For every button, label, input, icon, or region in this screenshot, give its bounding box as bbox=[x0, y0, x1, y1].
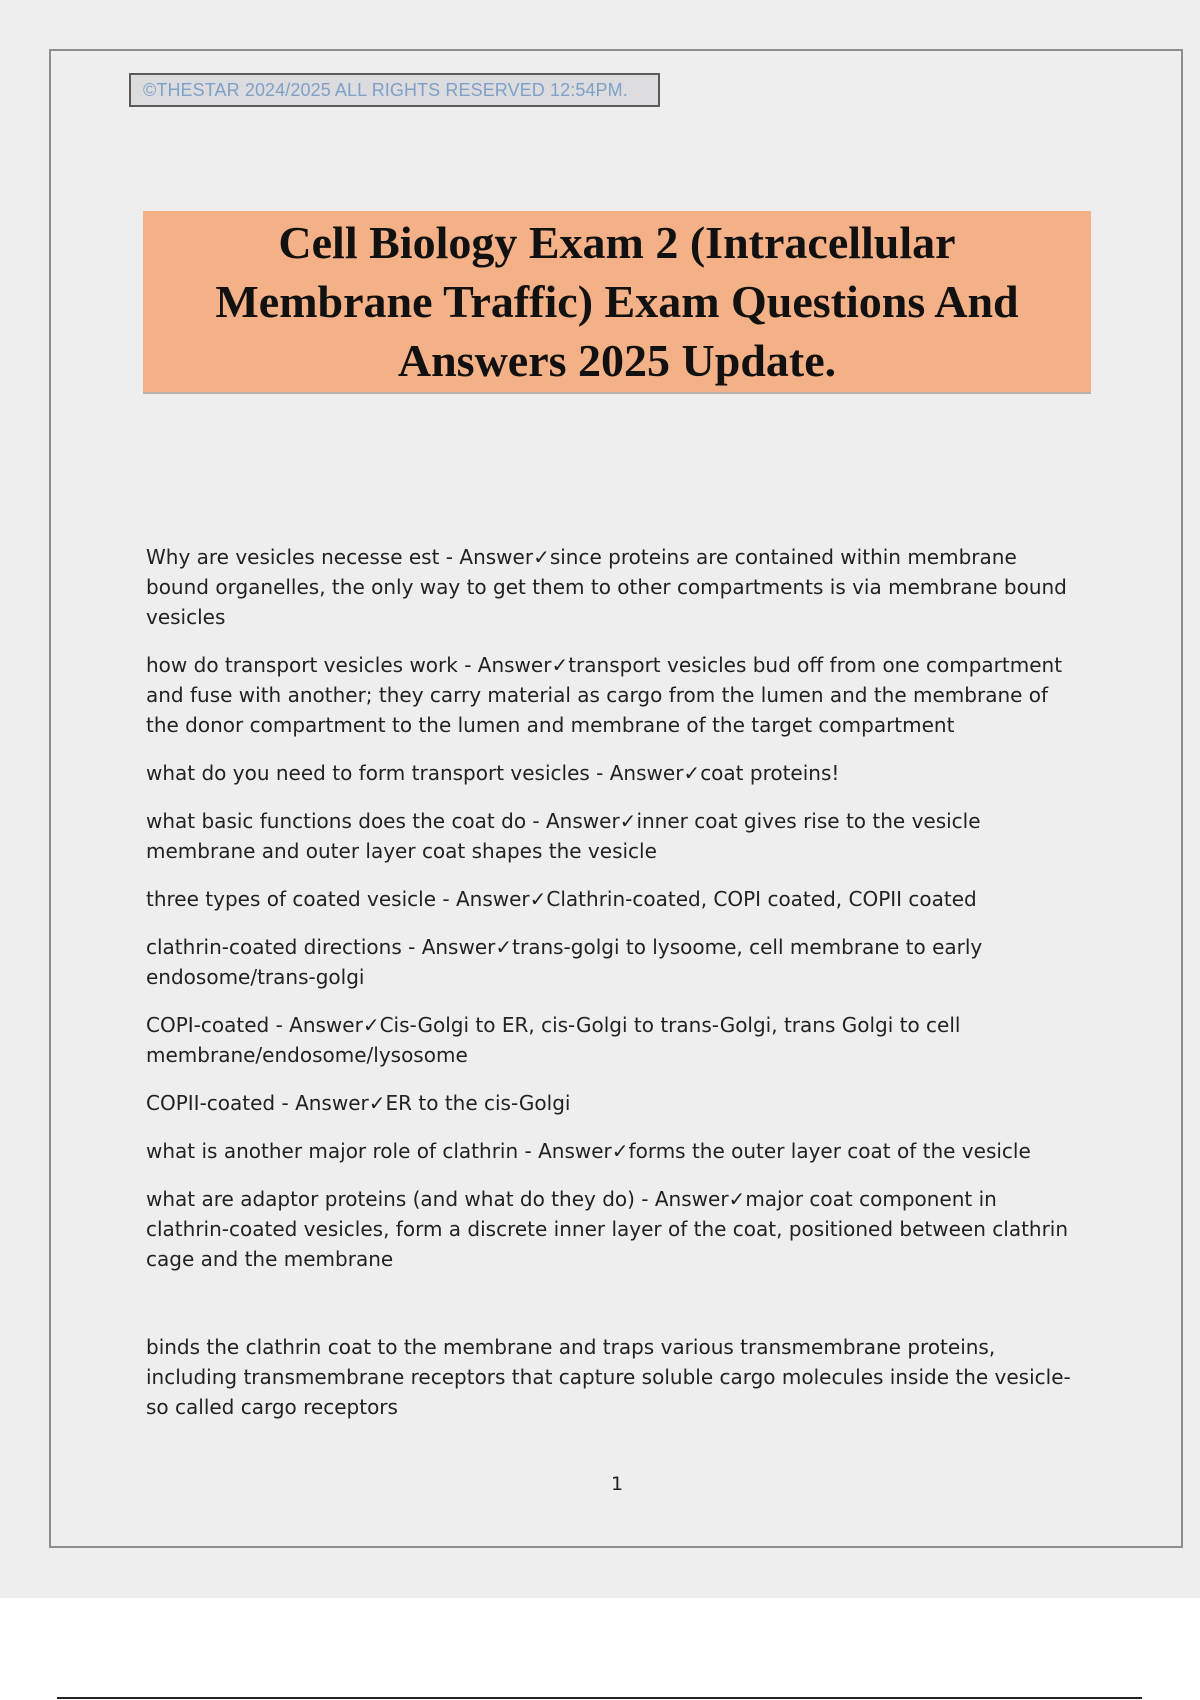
checkmark-icon: ✓ bbox=[368, 1091, 386, 1115]
question-text: how do transport vesicles work bbox=[146, 653, 458, 677]
question-text: what is another major role of clathrin bbox=[146, 1139, 519, 1163]
answer-label: Answer bbox=[455, 887, 530, 911]
qa-list bbox=[146, 542, 1086, 1440]
answer-text: inner coat gives rise to the vesicle membrane and outer layer coat shapes the vesicle bbox=[146, 809, 981, 863]
qa-item bbox=[146, 1184, 1086, 1274]
separator: - bbox=[589, 761, 610, 785]
question-text: what do you need to form transport vesicles bbox=[146, 761, 590, 785]
answer-text: since proteins are contained within membrane bound organelles, the only way to get them to other compartments is via membrane bound vesicles bbox=[146, 545, 1067, 629]
checkmark-icon: ✓ bbox=[362, 1013, 380, 1037]
qa-item bbox=[146, 1010, 1086, 1070]
qa-item bbox=[146, 1136, 1086, 1166]
separator: - bbox=[269, 1013, 290, 1037]
separator: - bbox=[634, 1187, 655, 1211]
answer-label: Answer bbox=[546, 809, 620, 833]
document-title: Cell Biology Exam 2 (Intracellular Membrane Traffic) Exam Questions And Answers 2025 Update. bbox=[215, 217, 1019, 386]
answer-text: ER to the cis-Golgi bbox=[385, 1091, 571, 1115]
copyright-notice: ©THESTAR 2024/2025 ALL RIGHTS RESERVED 12:54PM. bbox=[129, 73, 660, 107]
question-text: COPI-coated bbox=[146, 1013, 270, 1037]
question-text: three types of coated vesicle bbox=[146, 887, 437, 911]
answer-text: Clathrin-coated, COPI coated, COPII coated bbox=[546, 887, 977, 911]
qa-item bbox=[146, 932, 1086, 992]
separator: - bbox=[518, 1139, 539, 1163]
answer-label: Answer bbox=[654, 1187, 729, 1211]
answer-text: trans-golgi to lysoome, cell membrane to early endosome/trans-golgi bbox=[146, 935, 983, 989]
title-banner bbox=[143, 211, 1091, 394]
checkmark-icon: ✓ bbox=[551, 653, 569, 677]
qa-item bbox=[146, 1088, 1086, 1118]
question-text: what are adaptor proteins (and what do they do) bbox=[146, 1187, 635, 1211]
qa-item bbox=[146, 542, 1086, 632]
answer-label: Answer bbox=[289, 1013, 363, 1037]
answer-text: major coat component in clathrin-coated vesicles, form a discrete inner layer of the coat, positioned between clathrin cage and the membrane bbox=[146, 1187, 1069, 1271]
separator: - bbox=[439, 545, 460, 569]
page-number: 1 bbox=[610, 1473, 624, 1495]
qa-item bbox=[146, 758, 1086, 788]
footer-divider bbox=[57, 1697, 1142, 1699]
answer-text: coat proteins! bbox=[700, 761, 840, 785]
checkmark-icon: ✓ bbox=[533, 545, 550, 569]
qa-item bbox=[146, 806, 1086, 866]
answer-text: forms the outer layer coat of the vesicle bbox=[628, 1139, 1031, 1163]
checkmark-icon: ✓ bbox=[619, 809, 637, 833]
answer-label: Answer bbox=[295, 1091, 369, 1115]
answer-label: Answer bbox=[459, 545, 534, 569]
question-text: what basic functions does the coat do bbox=[146, 809, 527, 833]
answer-text: Cis-Golgi to ER, cis-Golgi to trans-Golgi, trans Golgi to cell membrane/endosome/lysosome bbox=[146, 1013, 961, 1067]
separator: - bbox=[436, 887, 456, 911]
qa-item bbox=[146, 650, 1086, 740]
checkmark-icon: ✓ bbox=[611, 1139, 629, 1163]
qa-item bbox=[146, 884, 1086, 914]
checkmark-icon: ✓ bbox=[495, 935, 513, 959]
continuation-paragraph: binds the clathrin coat to the membrane and traps various transmembrane proteins, including transmembrane receptors that capture soluble cargo molecules inside the vesicle-so called cargo receptors bbox=[146, 1335, 1071, 1419]
separator: - bbox=[275, 1091, 296, 1115]
question-text: clathrin-coated directions bbox=[146, 935, 402, 959]
separator: - bbox=[526, 809, 546, 833]
answer-label: Answer bbox=[421, 935, 496, 959]
checkmark-icon: ✓ bbox=[529, 887, 547, 911]
answer-label: Answer bbox=[538, 1139, 612, 1163]
separator: - bbox=[457, 653, 478, 677]
question-text: COPII-coated bbox=[146, 1091, 276, 1115]
answer-text: transport vesicles bud off from one compartment and fuse with another; they carry material as cargo from the lumen and the membrane of the donor compartment to the lumen and membrane of the target compartment bbox=[146, 653, 1063, 737]
checkmark-icon: ✓ bbox=[683, 761, 701, 785]
separator: - bbox=[401, 935, 422, 959]
question-text: Why are vesicles necesse est bbox=[146, 545, 440, 569]
checkmark-icon: ✓ bbox=[728, 1187, 746, 1211]
answer-label: Answer bbox=[477, 653, 552, 677]
answer-label: Answer bbox=[609, 761, 684, 785]
